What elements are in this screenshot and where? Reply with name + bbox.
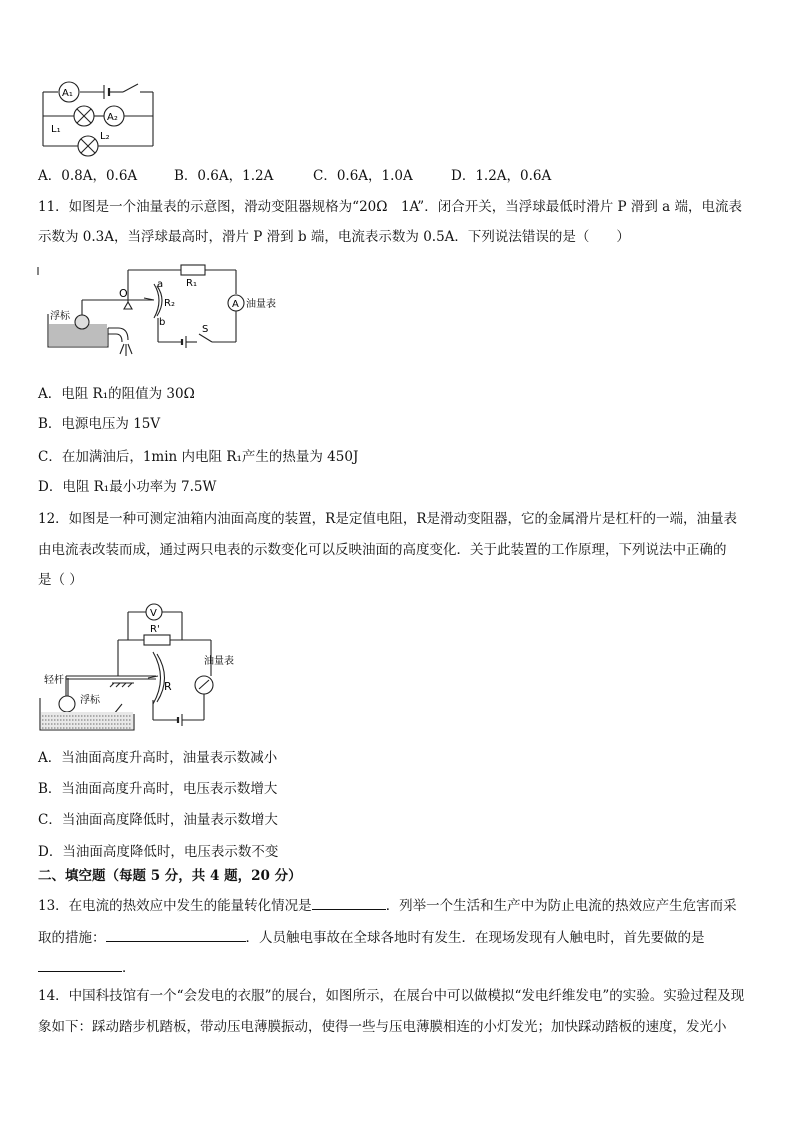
q13-line2 [38,926,758,948]
r2-label: R₂ [164,298,175,309]
q13-part1: 13．在电流的热效应中发生的能量转化情况是 [38,898,312,914]
q13-line1 [38,894,758,916]
oil-meter-label: 油量表 [204,656,234,667]
r-prime-label: R' [150,624,160,635]
q11-stem-line1: 11．如图是一个油量表的示意图，滑动变阻器规格为“20Ω 1A”．闭合开关，当浮球最低时滑片 P 滑到 a 端，电流表 [38,199,743,215]
q13-blank3[interactable] [38,956,122,972]
q11-option-c: C．在加满油后，1min 内电阻 R₁产生的热量为 450J [38,449,359,465]
q13-line3 [38,956,758,978]
q13-part3: 取的措施： [38,930,106,946]
rheostat-r-label: R [164,680,172,693]
a-end-label: a [157,279,164,290]
q10-option-c: C．0.6A，1.0A [313,168,413,184]
q12-option-a: A．当油面高度升高时，油量表示数减小 [38,750,278,766]
q12-stem-line2: 由电流表改装而成，通过两只电表的示数变化可以反映油面的高度变化．关于此装置的工作原理，下列说法中正确的 [38,542,727,558]
voltmeter-label: V [150,608,157,619]
ammeter-label: A [232,299,239,310]
q12-stem-line1: 12．如图是一种可测定油箱内油面高度的装置，R是定值电阻，R是滑动变阻器，它的金属滑片是杠杆的一端，油量表 [38,511,738,527]
q12-stem-line3: 是（ ） [38,572,83,588]
q11-circuit-diagram [36,262,296,372]
lever-label: 轻杆 [44,675,64,686]
section-heading: 二、填空题（每题 5 分，共 4 题，20 分） [38,868,302,884]
q10-option-b: B．0.6A，1.2A [174,168,274,184]
a1-label: A₁ [62,88,73,99]
q14-line1: 14．中国科技馆有一个“会发电的衣服”的展台，如图所示，在展台中可以做模拟“发电纤维发电”的实验。实验过程及现 [38,988,745,1004]
q11-option-b: B．电源电压为 15V [38,416,161,432]
q11-option-d: D．电阻 R₁最小功率为 7.5W [38,479,217,495]
oil-meter-label: 油量表 [246,299,276,310]
q13-blank2[interactable] [106,926,246,942]
q13-part2: ．列举一个生活和生产中为防止电流的热效应产生危害而采 [385,898,737,914]
q13-blank1[interactable] [312,894,386,910]
q10-option-a: A．0.8A，0.6A [38,168,138,184]
b-end-label: b [159,317,166,328]
q12-option-b: B．当油面高度升高时，电压表示数增大 [38,781,278,797]
q14-line2: 象如下：踩动踏步机踏板，带动压电薄膜振动，使得一些与压电薄膜相连的小灯发光；加快踩动踏板的速度，发光小 [38,1019,727,1035]
q13-part4: ．人员触电事故在全球各地时有发生．在现场发现有人触电时，首先要做的是 [245,930,705,946]
q10-circuit-diagram [38,76,163,160]
q12-circuit-diagram [36,600,276,742]
q10-option-d: D．1.2A，0.6A [451,168,552,184]
q11-stem-line2: 示数为 0.3A，当浮球最高时，滑片 P 滑到 b 端，电流表示数为 0.5A．下列说法错误的是（ ） [38,229,630,245]
l1-label: L₁ [51,124,61,135]
q13-part5: ． [122,960,136,976]
a2-label: A₂ [107,112,118,123]
q11-option-a: A．电阻 R₁的阻值为 30Ω [38,386,195,402]
l2-label: L₂ [100,131,110,142]
pivot-o-label: O [119,287,128,300]
r1-label: R₁ [186,278,197,289]
switch-s-label: S [202,324,209,335]
q12-option-c: C．当油面高度降低时，油量表示数增大 [38,812,278,828]
float-label: 浮标 [80,695,100,706]
q12-option-d: D．当油面高度降低时，电压表示数不变 [38,844,279,860]
q10-options [38,166,551,186]
float-label: 浮标 [50,311,70,322]
